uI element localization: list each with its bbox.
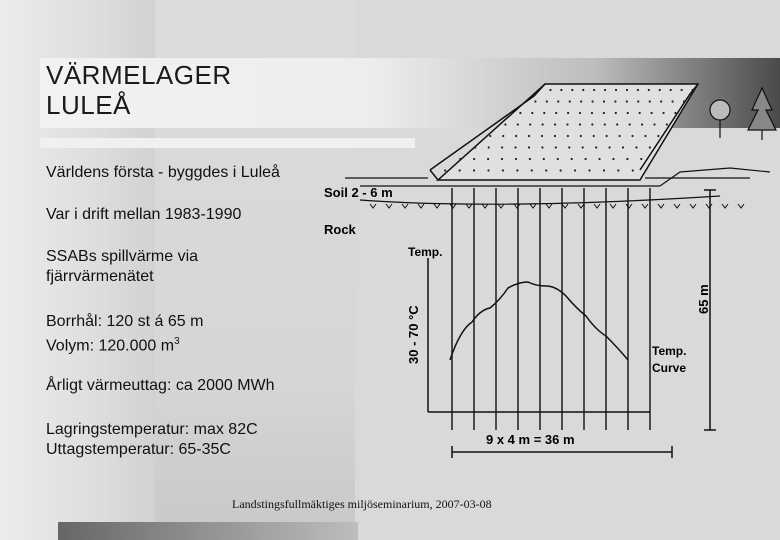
bullet-annual-extraction (46, 376, 275, 396)
surface-dot (516, 169, 518, 171)
slide-title-line1: VÄRMELAGER (46, 60, 232, 90)
surface-dot (459, 158, 461, 160)
bullet-waste-heat (46, 247, 198, 287)
temp-range-label: 30 - 70 °C (406, 305, 421, 364)
surface-dot (649, 100, 651, 102)
surface-dot (541, 135, 543, 137)
surface-dot (579, 123, 581, 125)
surface-dot (641, 123, 643, 125)
surface-dot (571, 89, 573, 91)
surface-dot (529, 123, 531, 125)
surface-dot (557, 158, 559, 160)
surface-dot (517, 123, 519, 125)
surface-dot (585, 158, 587, 160)
surface-dot (626, 158, 628, 160)
surface-dot (580, 135, 582, 137)
surface-dot (644, 135, 646, 137)
rock-hatch-mark (578, 204, 584, 208)
surface-dot (622, 146, 624, 148)
temperature-axes (428, 190, 716, 458)
surface-dot (582, 146, 584, 148)
surface-dot (640, 158, 642, 160)
surface-dot (502, 135, 504, 137)
surface-dot (604, 123, 606, 125)
surface-dot (595, 146, 597, 148)
surface-dot (574, 169, 576, 171)
surface-dot (662, 112, 664, 114)
surface-dot (598, 158, 600, 160)
surface-dot (566, 123, 568, 125)
surface-dot (473, 169, 475, 171)
surface-dot (541, 146, 543, 148)
rock-hatch-mark (402, 204, 408, 208)
surface-dot (651, 112, 653, 114)
surface-dot (606, 135, 608, 137)
surface-dot (473, 158, 475, 160)
surface-dot (459, 169, 461, 171)
surface-dot (534, 100, 536, 102)
surface-dot (653, 123, 655, 125)
surface-dot (681, 89, 683, 91)
bullet-temperatures (46, 420, 258, 460)
surface-dot (635, 146, 637, 148)
rock-hatch-mark (610, 204, 616, 208)
surface-dot (637, 100, 639, 102)
surface-dot (488, 146, 490, 148)
surface-dot (487, 169, 489, 171)
bullet-line: SSABs spillvärme via (46, 248, 199, 265)
surface-dot (626, 89, 628, 91)
surface-dot (502, 169, 504, 171)
bullet-boreholes (46, 312, 203, 356)
bullet-line: fjärrvärmenätet (46, 268, 154, 285)
surface-dot (603, 100, 605, 102)
surface-dot (554, 123, 556, 125)
slide-title (46, 60, 232, 120)
tree-illustration (710, 88, 776, 140)
surface-dot (612, 158, 614, 160)
rock-hatch-mark (530, 204, 536, 208)
temp-curve-label-line1: Temp. (652, 344, 687, 358)
volume-text: Volym: 120.000 m (46, 337, 175, 355)
boreholes (452, 188, 650, 430)
bullet-line: Årligt värmeuttag: ca 2000 MWh (46, 377, 275, 394)
surface-dot (603, 169, 605, 171)
surface-dot (591, 123, 593, 125)
surface-dot (560, 89, 562, 91)
surface-dot (615, 89, 617, 91)
soil-label: Soil 2 - 6 m (324, 185, 393, 200)
bullet-line: Världens första - byggdes i Luleå (46, 164, 280, 181)
rock-hatch-mark (562, 204, 568, 208)
surface-dot (546, 100, 548, 102)
temp-curve-label-line2: Curve (652, 361, 687, 375)
bullet-line (46, 332, 203, 356)
surface-dot (670, 89, 672, 91)
surface-dot (474, 146, 476, 148)
surface-dot (626, 100, 628, 102)
surface-dot (580, 100, 582, 102)
rock-hatch-mark (546, 204, 552, 208)
bullet-first-in-world (46, 163, 280, 183)
surface-dot (631, 135, 633, 137)
surface-dot (515, 158, 517, 160)
bullet-operation-period (46, 205, 241, 225)
surface-dot (674, 112, 676, 114)
bottom-accent-bar (58, 522, 358, 540)
surface-dot (555, 146, 557, 148)
surface-dot (519, 112, 521, 114)
surface-dot (545, 169, 547, 171)
rock-hatch-mark (706, 204, 712, 208)
surface-dot (529, 158, 531, 160)
surface-dot (528, 135, 530, 137)
surface-dot (579, 112, 581, 114)
surface-dot (569, 100, 571, 102)
surface-dot (567, 112, 569, 114)
surface-dot (504, 123, 506, 125)
footer-text: Landstingsfullmäktiges miljöseminarium, 2007-03-08 (232, 497, 492, 511)
surface-dot (543, 158, 545, 160)
surface-dot (489, 135, 491, 137)
surface-dot (593, 89, 595, 91)
depth-label: 65 m (696, 284, 711, 314)
rock-hatch-mark (434, 204, 440, 208)
surface-dot (657, 135, 659, 137)
surface-dot (543, 112, 545, 114)
slide-title-line2: LULEÅ (46, 90, 131, 120)
surface-dot (593, 135, 595, 137)
rock-hatch-mark (674, 204, 680, 208)
surface-dot (603, 112, 605, 114)
surface-dot (616, 123, 618, 125)
surface-dot (487, 158, 489, 160)
rock-hatch-mark (386, 204, 392, 208)
rock-hatch-mark (642, 204, 648, 208)
surface-dot (515, 135, 517, 137)
surface-dot (588, 169, 590, 171)
rock-hatch-mark (690, 204, 696, 208)
surface-dot (649, 146, 651, 148)
surface-dot (501, 146, 503, 148)
surface-dot (627, 112, 629, 114)
surface-dot (632, 169, 634, 171)
surface-dot (660, 100, 662, 102)
rock-label: Rock (324, 222, 356, 237)
surface-dot (637, 89, 639, 91)
surface-dot (591, 100, 593, 102)
surface-dot (557, 100, 559, 102)
soil-hatching (370, 204, 744, 208)
bullet-line: Var i drift mellan 1983-1990 (46, 206, 242, 223)
surface-dot (629, 123, 631, 125)
bullet-line: Borrhål: 120 st á 65 m (46, 313, 204, 330)
surface-dot (554, 135, 556, 137)
temp-axis-label: Temp. (408, 245, 443, 259)
rock-hatch-mark (722, 204, 728, 208)
surface-dot (567, 135, 569, 137)
bullet-line: Uttagstemperatur: 65-35C (46, 441, 231, 458)
surface-dot (639, 112, 641, 114)
rock-hatch-mark (594, 204, 600, 208)
surface-dot (648, 89, 650, 91)
rock-hatch-mark (626, 204, 632, 208)
surface-dot (501, 158, 503, 160)
surface-dot (683, 100, 685, 102)
surface-dot (560, 169, 562, 171)
surface-dot (666, 123, 668, 125)
rock-hatch-mark (370, 204, 376, 208)
surface-dot (531, 169, 533, 171)
surface-dot (691, 89, 693, 91)
surface-dot (591, 112, 593, 114)
surface-dot (615, 112, 617, 114)
surface-dot (555, 112, 557, 114)
surface-dot (514, 146, 516, 148)
surface-dot (444, 169, 446, 171)
surface-dot (582, 89, 584, 91)
rock-hatch-mark (450, 204, 456, 208)
surface-dot (608, 146, 610, 148)
surface-dot (614, 100, 616, 102)
surface-dot (568, 146, 570, 148)
surface-dot (571, 158, 573, 160)
rock-hatch-mark (658, 204, 664, 208)
surface-dot (619, 135, 621, 137)
surface-dot (604, 89, 606, 91)
rock-hatch-mark (418, 204, 424, 208)
storage-surface (430, 84, 698, 180)
surface-dot (671, 100, 673, 102)
surface-dot (549, 89, 551, 91)
surface-dot (531, 112, 533, 114)
bullet-line: Lagringstemperatur: max 82C (46, 421, 258, 438)
borehole-storage-diagram (300, 60, 780, 470)
temperature-curve (450, 282, 628, 360)
rock-hatch-mark (738, 204, 744, 208)
surface-dot (542, 123, 544, 125)
width-label: 9 x 4 m = 36 m (486, 432, 575, 447)
volume-superscript: 3 (174, 336, 180, 347)
surface-dot (528, 146, 530, 148)
surface-dot (659, 89, 661, 91)
surface-dot (617, 169, 619, 171)
